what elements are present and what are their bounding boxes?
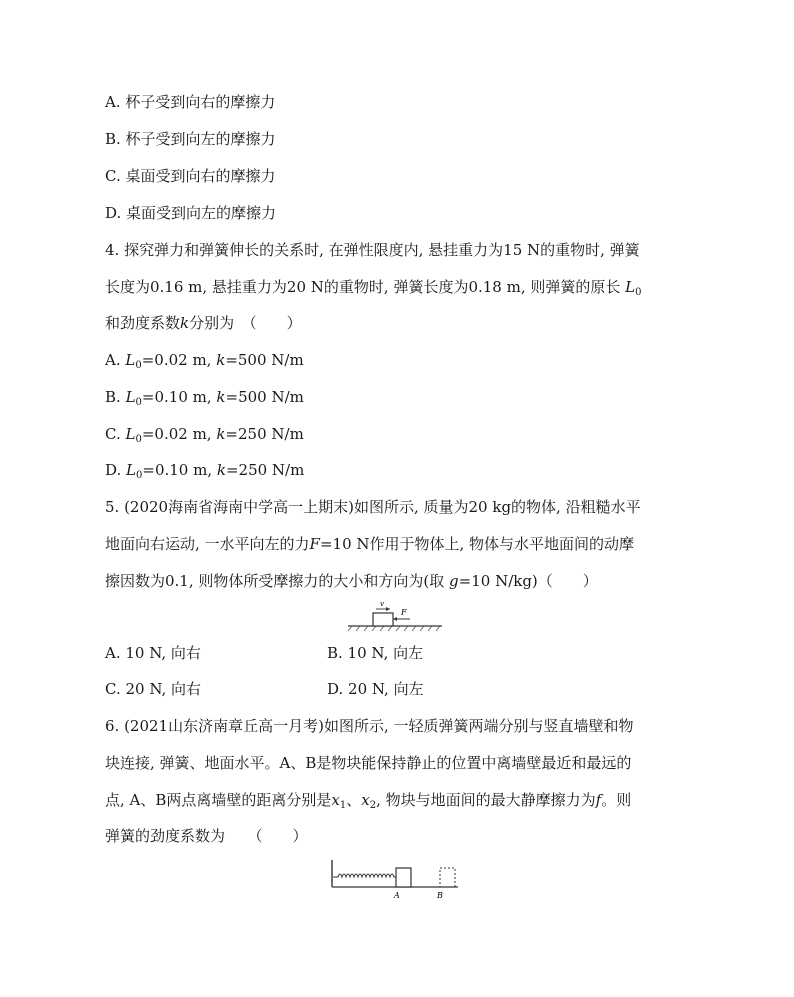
label-F: F bbox=[401, 608, 407, 617]
q5-option-a: A. 10 N, 向右 bbox=[105, 644, 201, 662]
q5-option-b: B. 10 N, 向左 bbox=[327, 644, 424, 662]
q4-option-b: B. $L_0=0.10$ m, k=500 N/m bbox=[105, 388, 304, 408]
q6-spring-figure bbox=[328, 858, 462, 902]
q4-stem-line3: 和劲度系数k分别为 （ ） bbox=[105, 314, 302, 332]
q4-stem-line2: 长度为0.16 m, 悬挂重力为20 N的重物时, 弹簧长度为0.18 m, 则弹簧的原长 $L_0$ bbox=[105, 278, 642, 298]
q5-block-figure bbox=[344, 600, 446, 634]
q5-stem-line2: 地面向右运动, 一水平向左的力F=10 N作用于物体上, 物体与水平地面间的动摩 bbox=[105, 535, 635, 553]
q5-option-d: D. 20 N, 向左 bbox=[327, 680, 424, 698]
q5-option-c: C. 20 N, 向右 bbox=[105, 680, 202, 698]
q3-option-a: A. 杯子受到向右的摩擦力 bbox=[105, 93, 276, 111]
q4-option-a: A. $L_0=0.02$ m, k=500 N/m bbox=[105, 351, 304, 371]
label-B: B bbox=[437, 891, 443, 900]
q6-stem-line3: 点, A、B两点离墙壁的距离分别是$x_1$、$x_2$, 物块与地面间的最大静摩擦力为f。则 bbox=[105, 791, 632, 811]
q5-stem-line1: 5. (2020海南省海南中学高一上期末)如图所示, 质量为20 kg的物体, 沿粗糙水平 bbox=[105, 498, 641, 516]
block bbox=[373, 613, 393, 626]
q5-options-row1 bbox=[105, 643, 625, 663]
label-A: A bbox=[394, 891, 400, 900]
ground-hatching bbox=[348, 626, 440, 631]
velocity-arrowhead bbox=[386, 607, 390, 611]
block-at-B bbox=[440, 868, 455, 887]
q3-option-d: D. 桌面受到向左的摩擦力 bbox=[105, 204, 277, 222]
block-at-A bbox=[396, 868, 411, 887]
q4-option-d: D. $L_0=0.10$ m, k=250 N/m bbox=[105, 461, 305, 481]
q5-options-row2 bbox=[105, 679, 625, 699]
q3-option-b: B. 杯子受到向左的摩擦力 bbox=[105, 130, 276, 148]
force-arrowhead bbox=[393, 617, 397, 621]
q5-stem-line3: 擦因数为0.1, 则物体所受摩擦力的大小和方向为(取 g=10 N/kg)（ ） bbox=[105, 572, 598, 590]
q6-stem-line2: 块连接, 弹簧、地面水平。A、B是物块能保持静止的位置中离墙壁最近和最远的 bbox=[105, 754, 632, 772]
q6-stem-line4: 弹簧的劲度系数为 （ ） bbox=[105, 827, 308, 845]
q6-stem-line1: 6. (2021山东济南章丘高一月考)如图所示, 一轻质弹簧两端分别与竖直墙壁和物 bbox=[105, 717, 634, 735]
spring-coil bbox=[333, 874, 396, 877]
q4-option-c: C. $L_0=0.02$ m, k=250 N/m bbox=[105, 425, 304, 445]
label-v: v bbox=[380, 600, 384, 608]
q4-stem-line1: 4. 探究弹力和弹簧伸长的关系时, 在弹性限度内, 悬挂重力为15 N的重物时, 弹簧 bbox=[105, 241, 640, 259]
q3-option-c: C. 桌面受到向右的摩擦力 bbox=[105, 167, 276, 185]
